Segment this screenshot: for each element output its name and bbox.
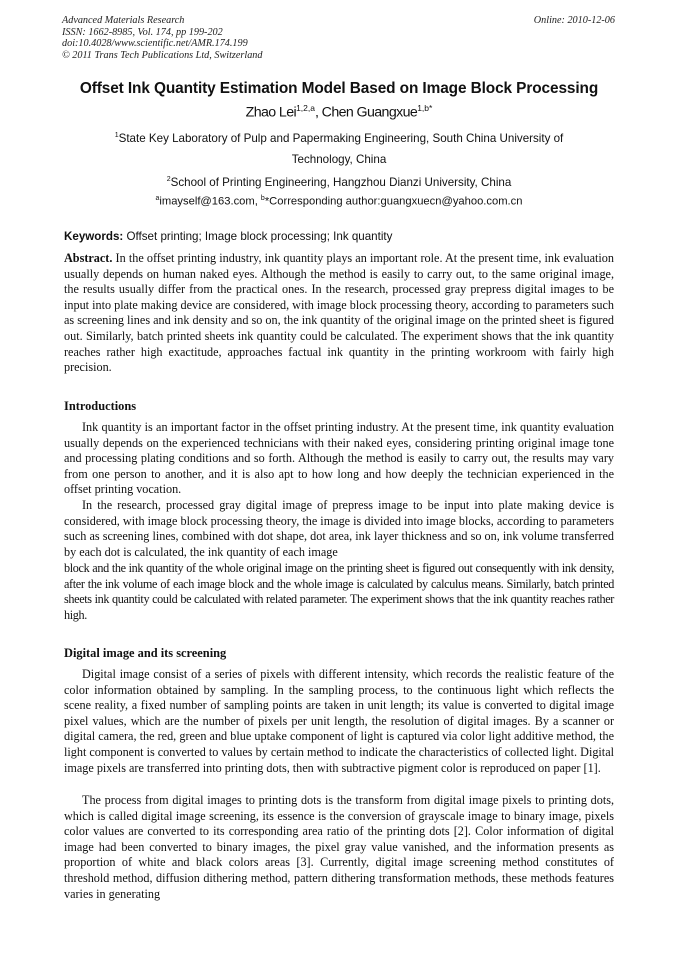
email-b-sup: b: [260, 195, 265, 202]
affiliation-1-line-1: State Key Laboratory of Pulp and Papermaking Engineering, South China University of: [118, 131, 564, 145]
author-1-sup: 1,2,a: [296, 103, 315, 113]
abstract-text: In the offset printing industry, ink quantity plays an important role. At the present time, ink evaluation usually depends on human naked eyes. Although the method is easily to carry out, to the same original image, the results usually differ from the practical ones. In the research, processed gray prepress digital images to be input into plate making device are considered, with image block processing theory, according to parameters such as screening lines and ink density and so on, the ink quantity of the original image on the printed sheet is figured out. Similarly, batch printed sheets ink quantity could be calculated. The experiment shows that the ink quantity reaches rather high exactitude, approaches factual ink quantity in the printing workroom with fairly high precision.: [64, 251, 614, 375]
keywords: [64, 230, 392, 243]
online-date: Online: 2010-12-06: [533, 15, 615, 26]
copyright-line: © 2011 Trans Tech Publications Ltd, Switzerland: [62, 49, 263, 61]
affiliation-2-sup: 2: [166, 176, 171, 183]
keywords-label: Keywords:: [64, 230, 124, 243]
author-1: Zhao Lei: [245, 104, 297, 121]
journal-name: Advanced Materials Research: [62, 15, 185, 26]
email-a-sup: a: [155, 195, 160, 202]
intro-paragraph-2-continued: block and the ink quantity of the whole original image on the printing sheet is figured out consequently with ink density, after the ink volume of each image block and the whole image is calculated by calculus means. Similarly, batch printed sheets ink quantity could be calculated with related parameter. The experiment shows that the ink quantity reaches rather high.: [64, 561, 614, 622]
affiliation-1-sup: 1: [114, 132, 119, 139]
author-line: [30, 103, 648, 121]
affiliation-2: [60, 169, 618, 193]
author-separator: ,: [314, 104, 322, 121]
affiliation-2-text: School of Printing Engineering, Hangzhou Dianzi University, China: [170, 175, 512, 189]
affiliation-1: [60, 125, 618, 171]
keywords-text: Offset printing; Image block processing; Ink quantity: [123, 230, 393, 243]
intro-paragraph-1: Ink quantity is an important factor in the offset printing industry. At the present time, ink quantity evaluation usually depends on the experienced technicians with their naked eyes, considering printing original image tone and processing plating conditions and so forth. Although the method is easily to carry out, the results may vary from one person to another, and it is also apt to how long and how deeply the technician experienced in the offset printing vocation.: [64, 420, 614, 497]
affiliation-1-line-2: Technology, China: [291, 153, 387, 167]
section-heading-introductions: Introductions: [64, 399, 137, 413]
journal-header: [62, 15, 262, 61]
abstract: [64, 251, 614, 376]
author-2-sup: 1,b*: [417, 103, 433, 113]
digital-paragraph-2: The process from digital images to printing dots is the transform from digital image pixels to printing dots, which is called digital image screening, its essence is the conversion of grayscale image to binary image, pixels color values are converted to its corresponding area ratio of the printing dots [2]. Color information of digital image had been converted to binary images, the pixel gray value vanished, and the information presents as proportion of white and black colors areas [3]. Currently, digital image screening method constitutes of threshold method, diffusion dithering method, pattern dithering transformation methods, these methods features varies in generating: [64, 793, 614, 901]
digital-paragraph-1: Digital image consist of a series of pixels with different intensity, which records the realistic feature of the color information obtained by sampling. In the sampling process, to the continuous light which reflects the scene reality, a fixed number of sampling points are taken in unit length; its value is converted to digital image pixel values, which are the number of pixels per unit length, the resolution of digital images. By a scanner or digital camera, the red, green and blue uptake component of light is captured via color light additive method, the light component is converted to values by certain method to indicate the characteristics of collected light. Digital image pixels are transferred into printing dots, then with subtractive pigment color is reproduced on paper [1].: [64, 667, 614, 775]
email-line: [60, 195, 618, 208]
section-heading-digital-image: Digital image and its screening: [64, 646, 227, 660]
author-2: Chen Guangxue: [321, 104, 418, 121]
paper-title: Offset Ink Quantity Estimation Model Based on Image Block Processing: [79, 80, 599, 97]
email-b: *Corresponding author:guangxuecn@yahoo.com.cn: [264, 195, 523, 208]
doi-line: doi:10.4028/www.scientific.net/AMR.174.199: [62, 38, 248, 50]
issn-line: ISSN: 1662-8985, Vol. 174, pp 199-202: [62, 26, 223, 38]
abstract-label: Abstract.: [64, 251, 113, 265]
email-a: imayself@163.com,: [159, 195, 261, 208]
intro-paragraph-2: In the research, processed gray digital image of prepress image to be input into plate making device is considered, with image block processing theory, the image is divided into image blocks, according to parameters such as screening lines, combined with dot shape, dot area, ink layer thickness and so on, ink volume transferred by each dot is calculated, the ink quantity of each image: [64, 498, 614, 559]
